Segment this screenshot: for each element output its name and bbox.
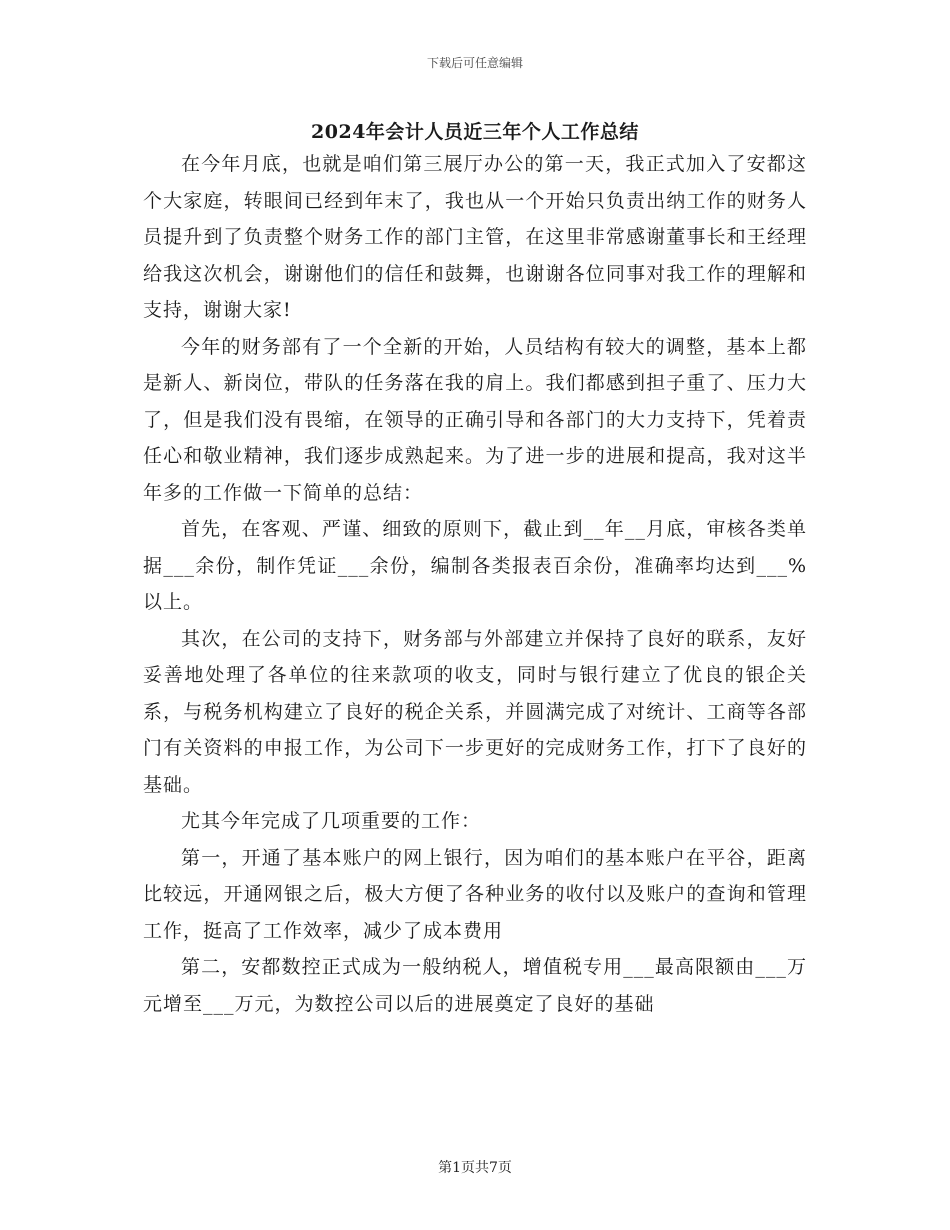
paragraph-department: 今年的财务部有了一个全新的开始，人员结构有较大的调整，基本上都是新人、新岗位，带队的任务落在我的肩上。我们都感到担子重了、压力大了，但是我们没有畏缩，在领导的正确引导和各部门的大力支持下，凭着责任心和敬业精神，我们逐步成熟起来。为了进一步的进展和提高，我对这半年多的工作做一下简单的总结： <box>143 335 807 504</box>
paragraph-item-one: 第一，开通了基本账户的网上银行，因为咱们的基本账户在平谷，距离比较远，开通网银之后，极大方便了各种业务的收付以及账户的查询和管理工作，挺高了工作效率，减少了成本费用 <box>143 846 807 942</box>
paragraph-second: 其次，在公司的支持下，财务部与外部建立并保持了良好的联系，友好妥善地处理了各单位的往来款项的收支，同时与银行建立了优良的银企关系，与税务机构建立了良好的税企关系，并圆满完成了对统计、工商等各部门有关资料的申报工作，为公司下一步更好的完成财务工作，打下了良好的基础。 <box>143 627 807 796</box>
paragraph-item-two: 第二，安都数控正式成为一般纳税人，增值税专用___最高限额由___万元增至___万元，为数控公司以后的进展奠定了良好的基础 <box>143 956 807 1015</box>
document-body <box>143 146 807 1022</box>
header-note: 下载后可任意编辑 <box>426 56 523 70</box>
page-footer: 第1页共7页 <box>438 1160 512 1176</box>
document-title: 2024年会计人员近三年个人工作总结 <box>311 121 639 143</box>
paragraph-key-work: 尤其今年完成了几项重要的工作： <box>181 810 482 832</box>
paragraph-first: 首先，在客观、严谨、细致的原则下，截止到__年__月底，审核各类单据___余份，制作凭证___余份，编制各类报表百余份，准确率均达到___%以上。 <box>143 518 807 613</box>
paragraph-intro: 在今年月底，也就是咱们第三展厅办公的第一天，我正式加入了安都这个大家庭，转眼间已经到年末了，我也从一个开始只负责出纳工作的财务人员提升到了负责整个财务工作的部门主管，在这里非常感谢董事长和王经理给我这次机会，谢谢他们的信任和鼓舞，也谢谢各位同事对我工作的理解和支持，谢谢大家! <box>143 153 807 321</box>
